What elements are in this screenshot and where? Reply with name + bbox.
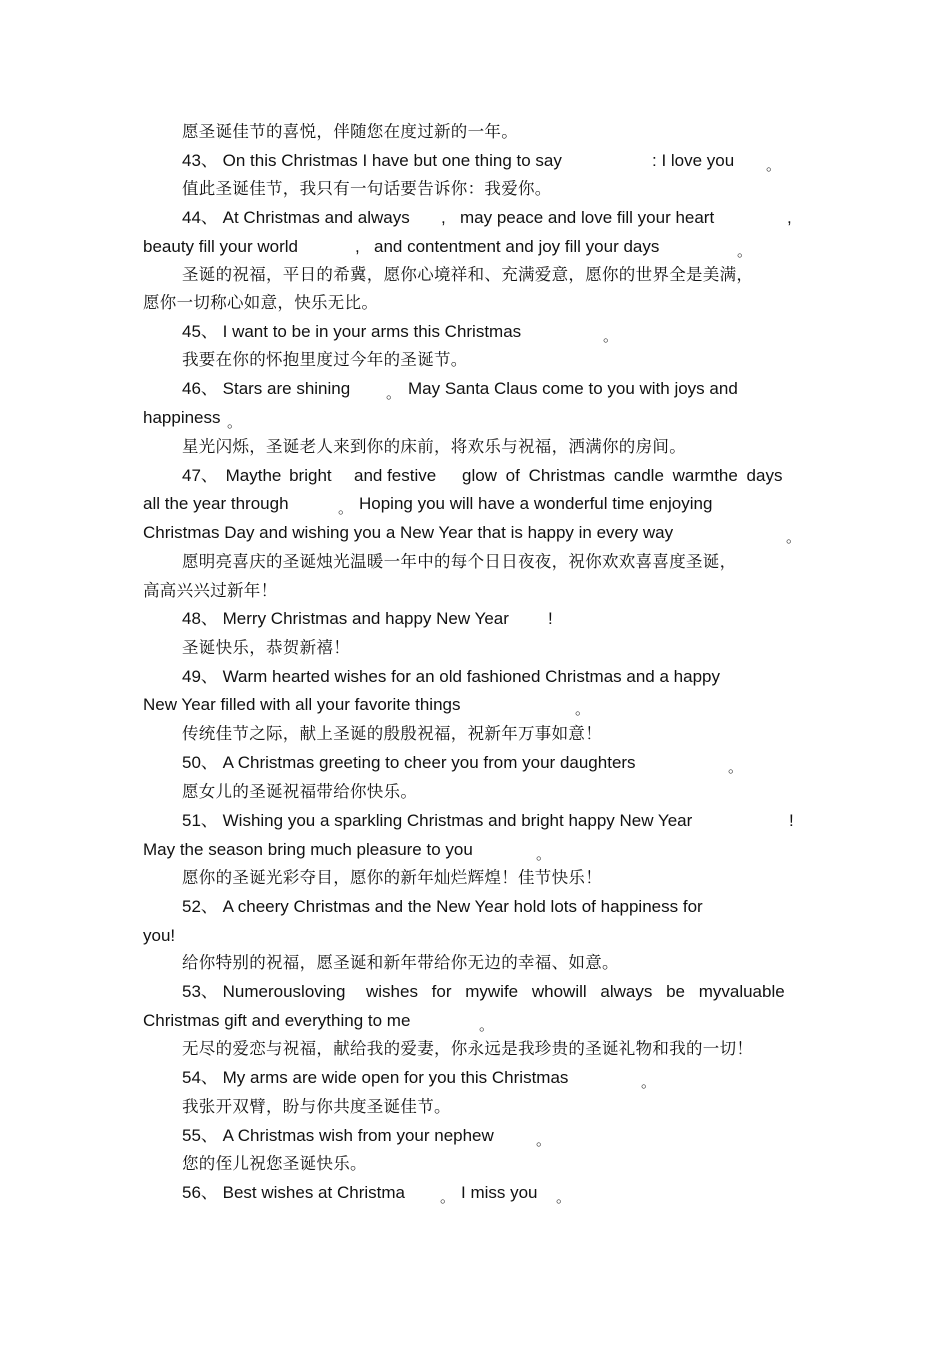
text-line: 愿女儿的圣诞祝福带给你快乐。 [182,782,418,801]
text-fragment: , [355,237,360,256]
text-fragment: wishes for mywife whowill always be myvaluable [366,982,785,1001]
text-fragment: , [441,208,446,227]
text-line: 43、 On this Christmas I have but one thing to say [182,151,562,170]
text-line: 55、 A Christmas wish from your nephew [182,1126,494,1145]
punctuation: 。 [641,1073,657,1091]
punctuation: 。 [603,327,619,345]
text-line: 给你特别的祝福，愿圣诞和新年带给你无边的幸福、如意。 [182,953,619,972]
text-line: happiness [143,408,221,427]
text-line: 52、 A cheery Christmas and the New Year hold lots of happiness for [182,897,703,916]
text-fragment: : I love you [652,151,735,170]
text-fragment: Hoping you will have a wonderful time enjoying [359,494,713,513]
text-line: 45、 I want to be in your arms this Christmas [182,322,522,341]
text-fragment: and festive [354,466,437,485]
text-line: all the year through [143,494,289,513]
text-line: 44、 At Christmas and always [182,208,410,227]
text-line: 愿明亮喜庆的圣诞烛光温暖一年中的每个日日夜夜，祝你欢欢喜喜度圣诞， [182,552,737,571]
text-fragment: may peace and love fill your heart [460,208,715,227]
punctuation: 。 [440,1188,456,1206]
text-fragment: glow of Christmas candle warmthe days [462,466,783,485]
text-fragment: ! [789,811,794,830]
text-line: you! [143,926,176,945]
text-line: 50、 A Christmas greeting to cheer you from your daughters [182,753,636,772]
text-fragment: , [787,208,792,227]
text-line: New Year filled with all your favorite things [143,695,461,714]
text-line: 值此圣诞佳节，我只有一句话要告诉你：我爱你。 [182,179,552,198]
punctuation: 。 [479,1016,495,1034]
punctuation: 。 [786,528,802,546]
punctuation: 。 [227,413,243,431]
punctuation: 。 [386,384,402,402]
text-line: 星光闪烁，圣诞老人来到你的床前，将欢乐与祝福，洒满你的房间。 [182,437,686,456]
text-line: 51、 Wishing you a sparkling Christmas and bright happy New Year [182,811,693,830]
punctuation: 。 [536,1131,552,1149]
text-fragment: ! [548,609,553,628]
text-line: Christmas gift and everything to me [143,1011,411,1030]
punctuation: 。 [728,758,744,776]
text-line: 54、 My arms are wide open for you this Christmas [182,1068,569,1087]
text-line: 我张开双臂，盼与你共度圣诞佳节。 [182,1097,451,1116]
punctuation: 。 [766,156,782,174]
text-line: 49、 Warm hearted wishes for an old fashioned Christmas and a happy [182,667,720,686]
text-line: 愿你一切称心如意，快乐无比。 [143,293,379,312]
text-line: 愿圣诞佳节的喜悦，伴随您在度过新的一年。 [182,122,518,141]
text-line: 圣诞的祝福，平日的希冀，愿你心境祥和、充满爱意，愿你的世界全是美满， [182,265,754,284]
text-line: Christmas Day and wishing you a New Year that is happy in every way [143,523,674,542]
text-line: 46、 Stars are shining [182,379,351,398]
punctuation: 。 [575,700,591,718]
text-line: 高高兴兴过新年！ [143,581,278,600]
text-line: 53、 Numerousloving [182,982,346,1001]
text-fragment: I miss you [461,1183,538,1202]
text-line: 47、 Maythe bright [182,466,332,485]
text-line: beauty fill your world [143,237,298,256]
text-line: 无尽的爱恋与祝福，献给我的爱妻，你永远是我珍贵的圣诞礼物和我的一切！ [182,1039,754,1058]
text-line: 您的侄儿祝您圣诞快乐。 [182,1154,367,1173]
text-line: 56、 Best wishes at Christma [182,1183,405,1202]
punctuation: 。 [338,499,354,517]
text-line: 传统佳节之际，献上圣诞的殷殷祝福，祝新年万事如意！ [182,724,602,743]
punctuation: 。 [556,1188,572,1206]
punctuation: 。 [536,845,552,863]
text-line: 48、 Merry Christmas and happy New Year [182,609,509,628]
punctuation: 。 [737,242,753,260]
text-line: 圣诞快乐，恭贺新禧！ [182,638,350,657]
text-line: 我要在你的怀抱里度过今年的圣诞节。 [182,350,468,369]
text-line: 愿你的圣诞光彩夺目，愿你的新年灿烂辉煌！佳节快乐！ [182,868,602,887]
text-fragment: and contentment and joy fill your days [374,237,660,256]
text-fragment: May Santa Claus come to you with joys and [408,379,738,398]
text-line: May the season bring much pleasure to you [143,840,473,859]
